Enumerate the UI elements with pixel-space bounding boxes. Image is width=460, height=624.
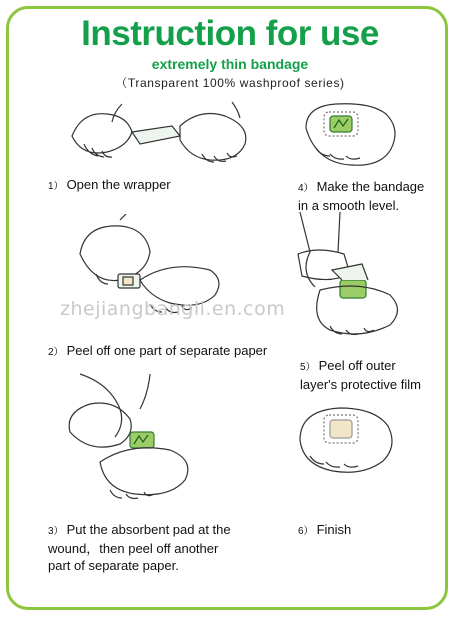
step-4 — [298, 178, 424, 214]
subtitle: extremely thin bandage — [151, 56, 309, 72]
watermark: zhejiangbangli.en.com — [60, 298, 286, 320]
step-5 — [300, 357, 421, 393]
step-text: Finish — [316, 522, 352, 537]
step-number: 3） — [48, 526, 64, 537]
step-6 — [298, 521, 351, 540]
step-number: 5） — [300, 362, 316, 373]
step-text: Peel off one part of separate paper — [66, 343, 268, 358]
step-text: Peel off outer layer's protective film — [300, 358, 421, 392]
step-number: 1） — [48, 181, 64, 192]
hand-peeling-film-illustration — [280, 210, 410, 340]
series-note: （Transparent 100% washproof series) — [115, 76, 345, 90]
step-2 — [48, 342, 267, 361]
step-text: Put the absorbent pad at the wound，then peel off another part of separate paper. — [48, 522, 231, 573]
step-number: 4） — [298, 183, 314, 194]
step-3 — [48, 521, 231, 574]
step-number: 2） — [48, 347, 64, 358]
step-1 — [48, 176, 171, 195]
finished-bandage-hand-illustration — [290, 400, 400, 480]
step-text: Make the bandage in a smooth level. — [298, 179, 425, 213]
hand-applying-pad-illustration — [60, 372, 210, 502]
step-number: 6） — [298, 526, 314, 537]
bandaged-fist-illustration — [296, 98, 406, 173]
hands-opening-wrapper-illustration — [62, 96, 262, 176]
page-title: Instruction for use — [81, 14, 379, 53]
step-text: Open the wrapper — [66, 177, 171, 192]
